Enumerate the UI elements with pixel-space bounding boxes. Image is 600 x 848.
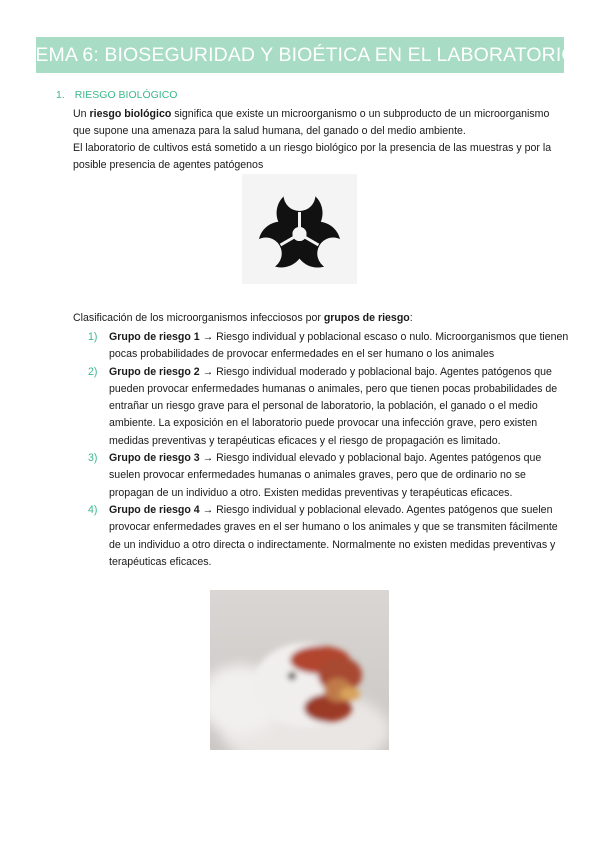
list-item — [88, 329, 570, 364]
group-description: Riesgo individual y poblacional escaso o nulo. Microorganismos que tienen pocas probabilidades de provocar enfermedades en el ser humano o los animales — [109, 331, 569, 361]
group-label: Grupo de riesgo 2 — [109, 365, 200, 378]
list-item — [88, 502, 570, 571]
arrow-icon: → — [202, 365, 214, 378]
risk-groups-list — [88, 329, 570, 571]
chicken-image — [210, 590, 389, 750]
intro-bold-term: riesgo biológico — [89, 108, 172, 120]
section-number: 1. — [56, 89, 65, 101]
biohazard-symbol-image — [242, 174, 357, 284]
group-description: Riesgo individual y poblacional elevado. Agentes patógenos que suelen provocar enfermedades graves en el ser humano o los animales y que se transmiten fácilmente de un individuo a otro directa o indirectamente. Normalmente no existen medidas preventivas y terapéuticas eficaces. — [109, 503, 558, 568]
group-description: Riesgo individual moderado y poblacional bajo. Agentes patógenos que pueden provocar enfermedades humanas o animales, pero que tienen pocas probabilidades de entrañar un riesgo grave para el personal de laboratorio, la población, el ganado o el medio ambiente. La exposición en el laboratorio puede provocar una infección grave, pero existen medidas preventivas y terapéuticas eficaces y el riesgo de propagación es limitado. — [109, 365, 558, 447]
title-banner — [23, 37, 577, 73]
classification-bold: grupos de riesgo — [323, 312, 410, 324]
intro-text-post: significa que existe un microorganismo o un subproducto de un microorganismo que supone una amenaza para la salud humana, del ganado o del medio ambiente. — [73, 108, 550, 137]
arrow-icon: → — [202, 331, 214, 343]
arrow-icon: → — [202, 503, 214, 516]
list-item — [88, 364, 570, 450]
list-number: 4) — [88, 503, 98, 516]
section-heading — [56, 89, 177, 101]
chicken-photo — [210, 590, 389, 750]
group-label: Grupo de riesgo 4 — [109, 503, 200, 516]
intro-text-pre: Un — [73, 108, 90, 120]
group-description: Riesgo individual elevado y poblacional bajo. Agentes patógenos que suelen provocar enfermedades humanas o animales graves, pero que de ordinario no se propagan de un individuo a otro. Existen medidas preventivas y terapéuticas eficaces. — [109, 452, 542, 499]
classification-intro — [73, 310, 568, 327]
intro-paragraph-2: El laboratorio de cultivos está sometido a un riesgo biológico por la presencia de las muestras y por la posible presencia de agentes patógenos — [73, 142, 552, 171]
group-label: Grupo de riesgo 1 — [109, 331, 200, 343]
classification-text: Clasificación de los microorganismos infecciosos por — [73, 312, 324, 324]
intro-paragraph-1 — [73, 106, 568, 140]
page-title: TEMA 6: BIOSEGURIDAD Y BIOÉTICA EN EL LABORATORIO — [23, 43, 577, 66]
section-title: RIESGO BIOLÓGICO — [74, 89, 178, 101]
list-item — [88, 450, 570, 502]
biohazard-icon — [242, 174, 357, 284]
arrow-icon: → — [202, 452, 214, 465]
list-number: 3) — [88, 452, 98, 465]
group-label: Grupo de riesgo 3 — [109, 452, 200, 465]
list-number: 1) — [88, 331, 98, 343]
list-number: 2) — [88, 365, 98, 378]
classification-colon: : — [409, 312, 413, 324]
